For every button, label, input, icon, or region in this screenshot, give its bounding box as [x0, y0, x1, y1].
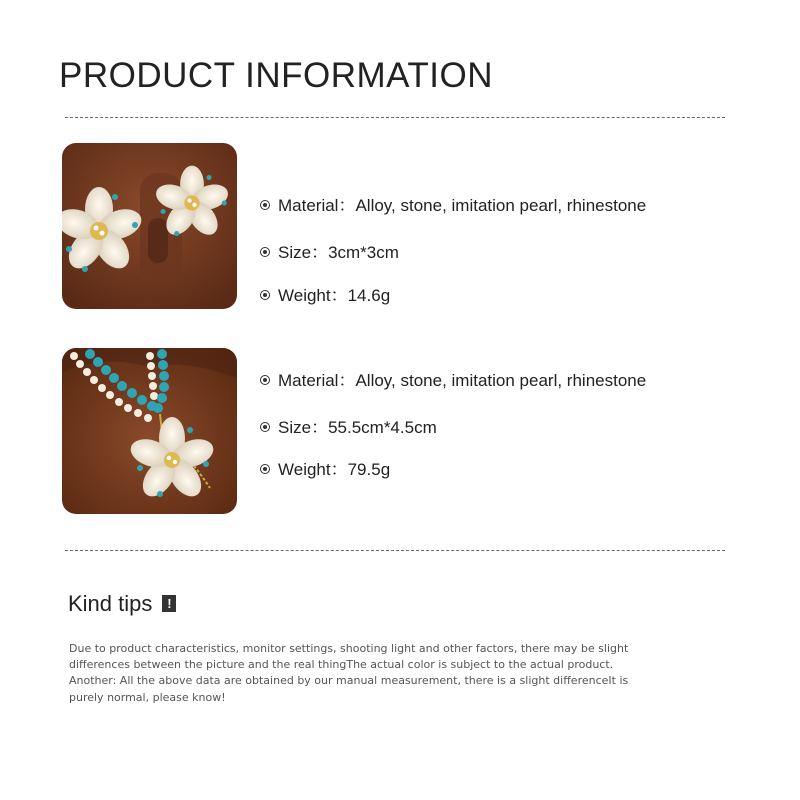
material-spec	[260, 191, 646, 216]
bottom-divider	[65, 550, 725, 551]
top-divider	[65, 117, 725, 118]
tips-paragraph: Due to product characteristics, monitor settings, shooting light and other factors, there may be slight differences between the picture and the real thingThe actual color is subject to the actual product.	[69, 642, 629, 672]
kind-tips-heading	[68, 591, 176, 617]
bullet-icon	[260, 247, 270, 257]
weight-text: Weight：14.6g	[278, 286, 391, 305]
page-title: PRODUCT INFORMATION	[59, 56, 494, 95]
kind-tips-label: Kind tips	[68, 591, 153, 616]
kind-tips-body	[69, 641, 644, 706]
material-text: Material：Alloy, stone, imitation pearl, rhinestone	[278, 371, 647, 390]
earrings-photo	[62, 143, 237, 309]
necklace-photo	[62, 348, 237, 514]
material-text: Material：Alloy, stone, imitation pearl, rhinestone	[278, 196, 647, 215]
bullet-icon	[260, 290, 270, 300]
size-text: Size：3cm*3cm	[278, 243, 399, 262]
weight-spec	[260, 281, 390, 306]
weight-text: Weight：79.5g	[278, 460, 391, 479]
bullet-icon	[260, 375, 270, 385]
bullet-icon	[260, 422, 270, 432]
material-spec	[260, 366, 646, 391]
bullet-icon	[260, 200, 270, 210]
size-spec	[260, 238, 399, 263]
size-spec	[260, 413, 437, 438]
size-text: Size：55.5cm*4.5cm	[278, 418, 437, 437]
weight-spec	[260, 455, 390, 480]
exclamation-icon: !	[162, 595, 176, 612]
bullet-icon	[260, 464, 270, 474]
tips-paragraph: Another: All the above data are obtained by our manual measurement, there is a slight differenceIt is purely normal, please know!	[69, 674, 629, 704]
